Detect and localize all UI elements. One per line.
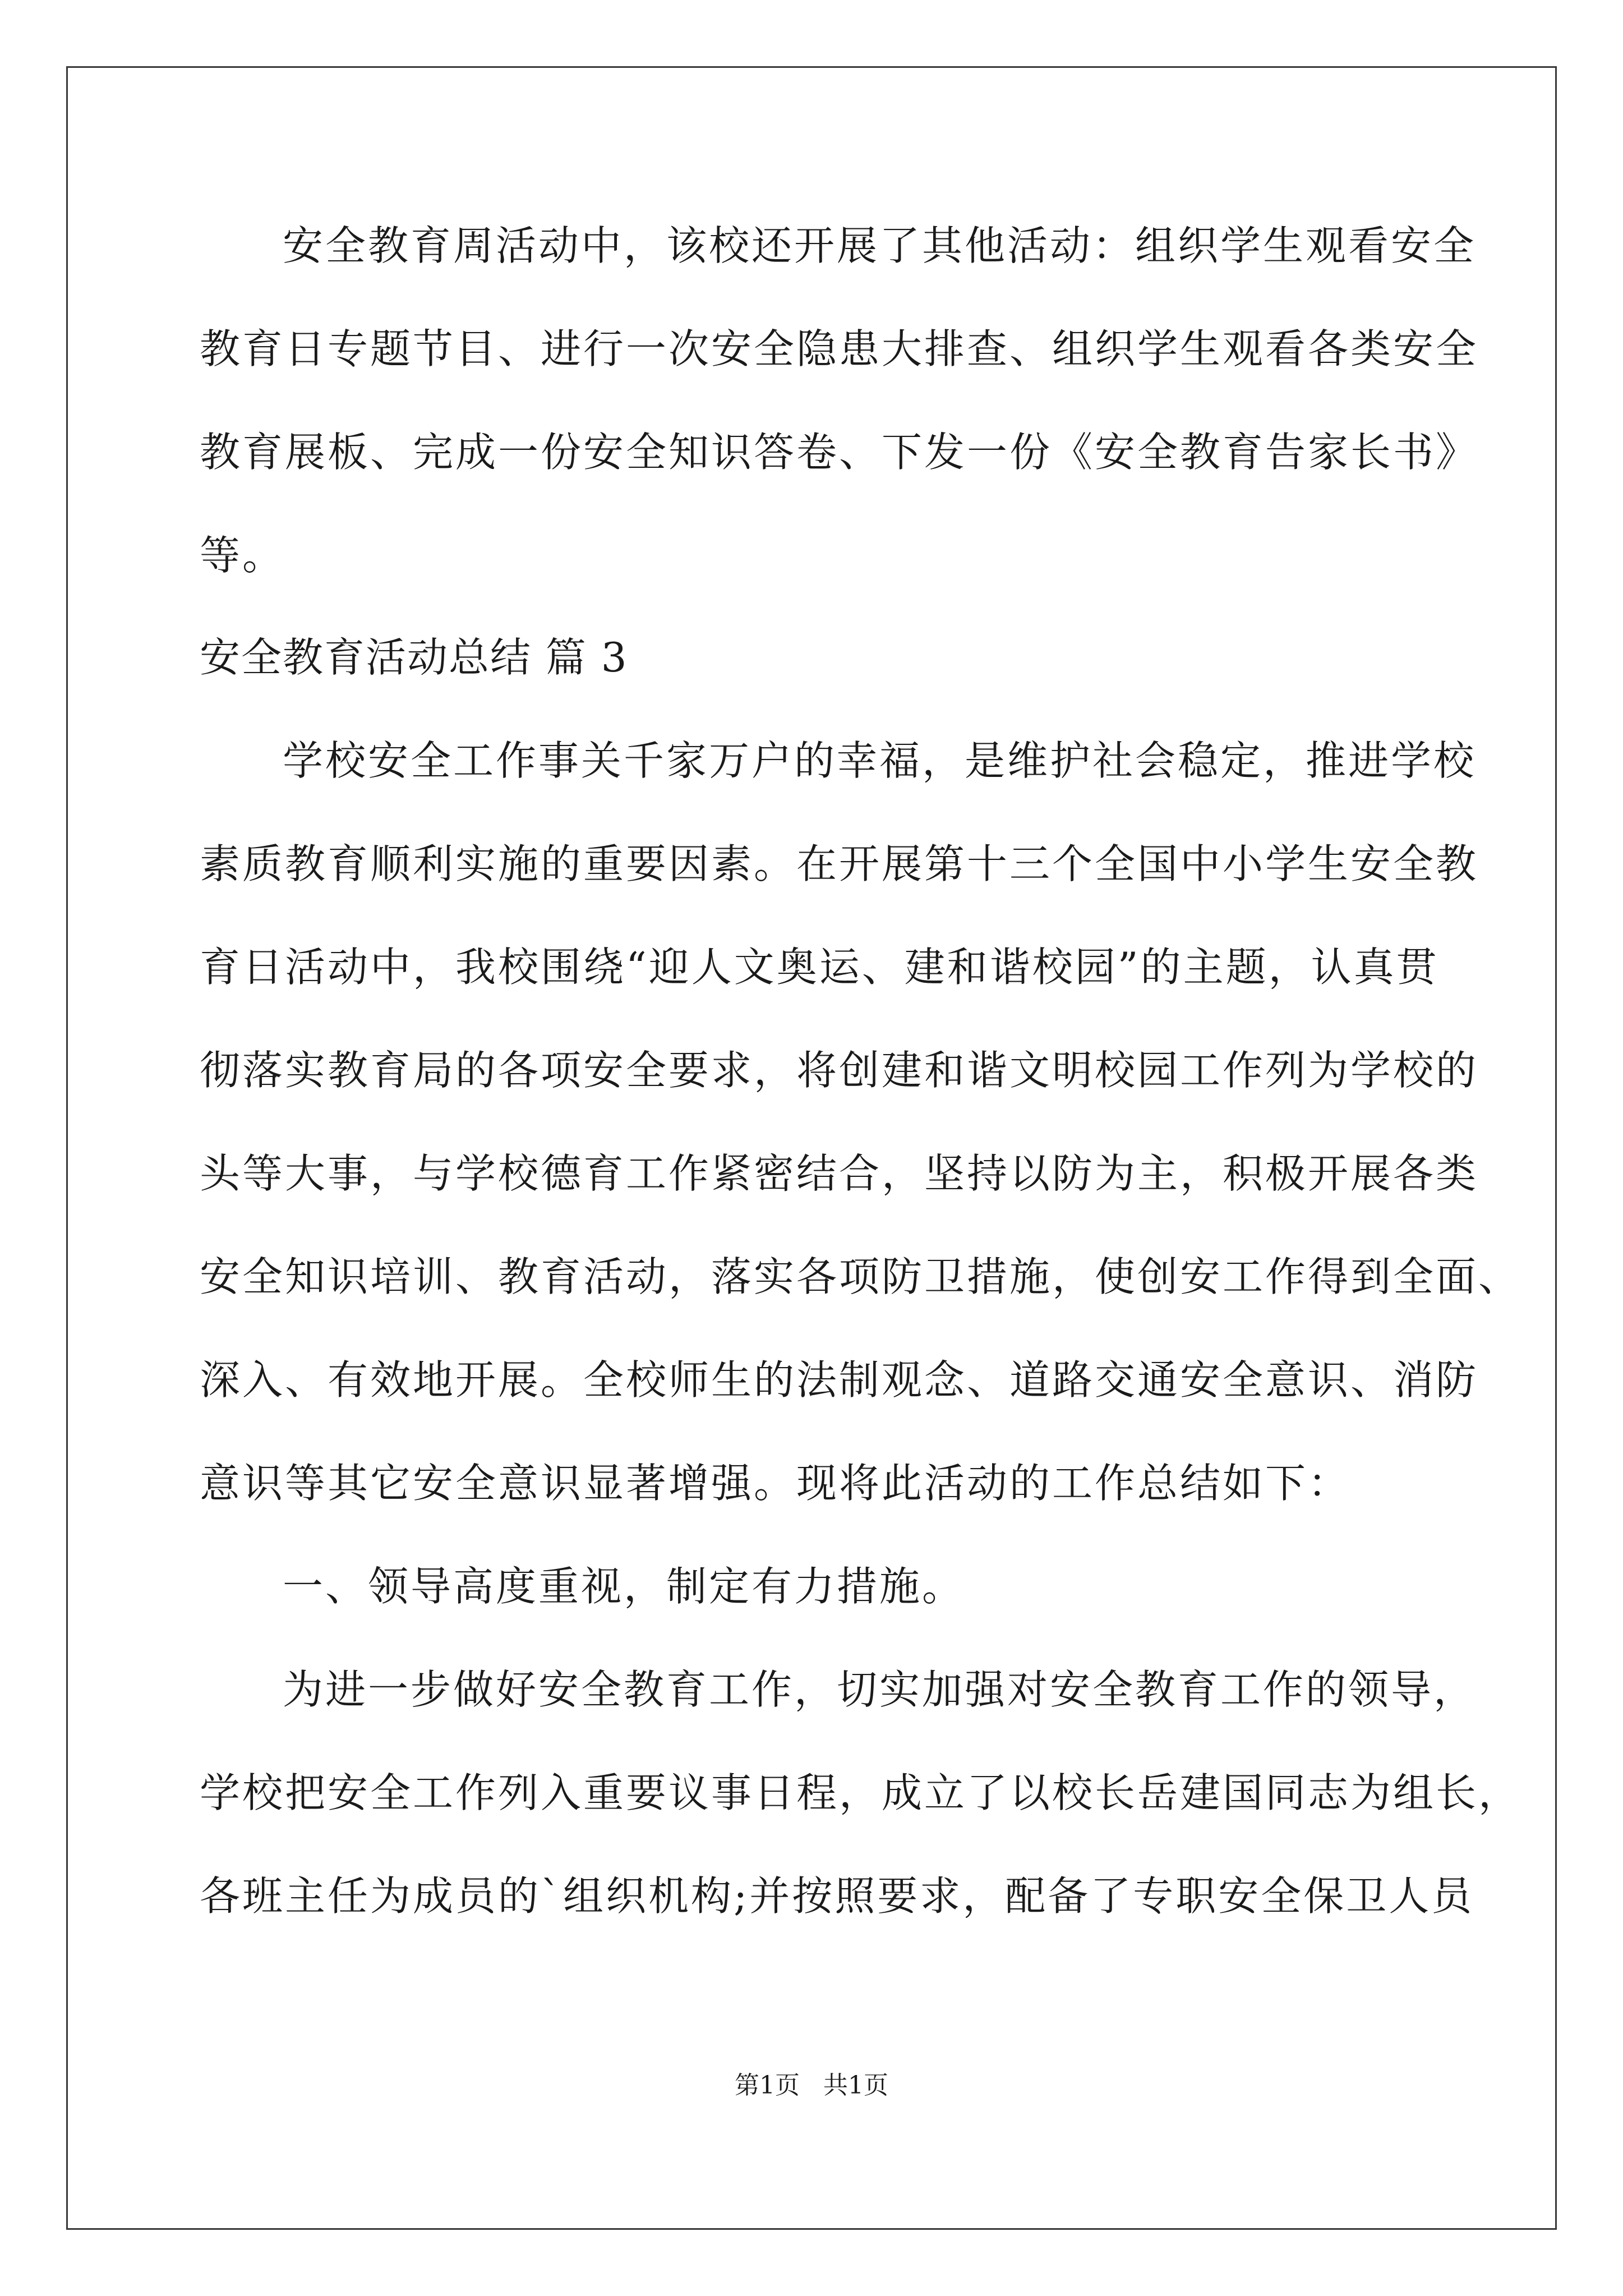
page-total: 共1页	[823, 2071, 888, 2100]
paragraph-line: 彻落实教育局的各项安全要求，将创建和谐文明校园工作列为学校的	[200, 1047, 1479, 1094]
paragraph-line: 头等大事，与学校德育工作紧密结合，坚持以防为主，积极开展各类	[200, 1150, 1479, 1197]
paragraph-line: 学校安全工作事关千家万户的幸福，是维护社会稳定，推进学校	[283, 737, 1477, 784]
paragraph-line: 教育日专题节目、进行一次安全隐患大排查、组织学生观看各类安全	[200, 325, 1479, 372]
paragraph-line: 学校把安全工作列入重要议事日程，成立了以校长岳建国同志为组长，	[200, 1769, 1521, 1816]
paragraph-line: 教育展板、完成一份安全知识答卷、下发一份《安全教育告家长书》	[200, 429, 1479, 476]
paragraph-line: 为进一步做好安全教育工作，切实加强对安全教育工作的领导，	[283, 1666, 1477, 1713]
subheading: 一、领导高度重视，制定有力措施。	[283, 1563, 965, 1610]
paragraph-line: 深入、有效地开展。全校师生的法制观念、道路交通安全意识、消防	[200, 1356, 1479, 1404]
paragraph-line: 安全教育周活动中，该校还开展了其他活动：组织学生观看安全	[283, 222, 1477, 269]
paragraph-line: 育日活动中，我校围绕“迎人文奥运、建和谐校园”的主题，认真贯	[200, 944, 1439, 991]
paragraph-line: 各班主任为成员的`组织机构;并按照要求，配备了专职安全保卫人员	[200, 1872, 1474, 1920]
page-footer	[0, 2069, 1623, 2102]
paragraph-line: 意识等其它安全意识显著增强。现将此活动的工作总结如下：	[200, 1460, 1351, 1507]
section-heading: 安全教育活动总结 篇 3	[200, 634, 628, 681]
paragraph-line: 素质教育顺利实施的重要因素。在开展第十三个全国中小学生安全教	[200, 840, 1479, 887]
paragraph-line: 安全知识培训、教育活动，落实各项防卫措施，使创安工作得到全面、	[200, 1253, 1521, 1300]
paragraph-line: 等。	[200, 532, 285, 579]
page-number: 第1页	[735, 2071, 800, 2100]
